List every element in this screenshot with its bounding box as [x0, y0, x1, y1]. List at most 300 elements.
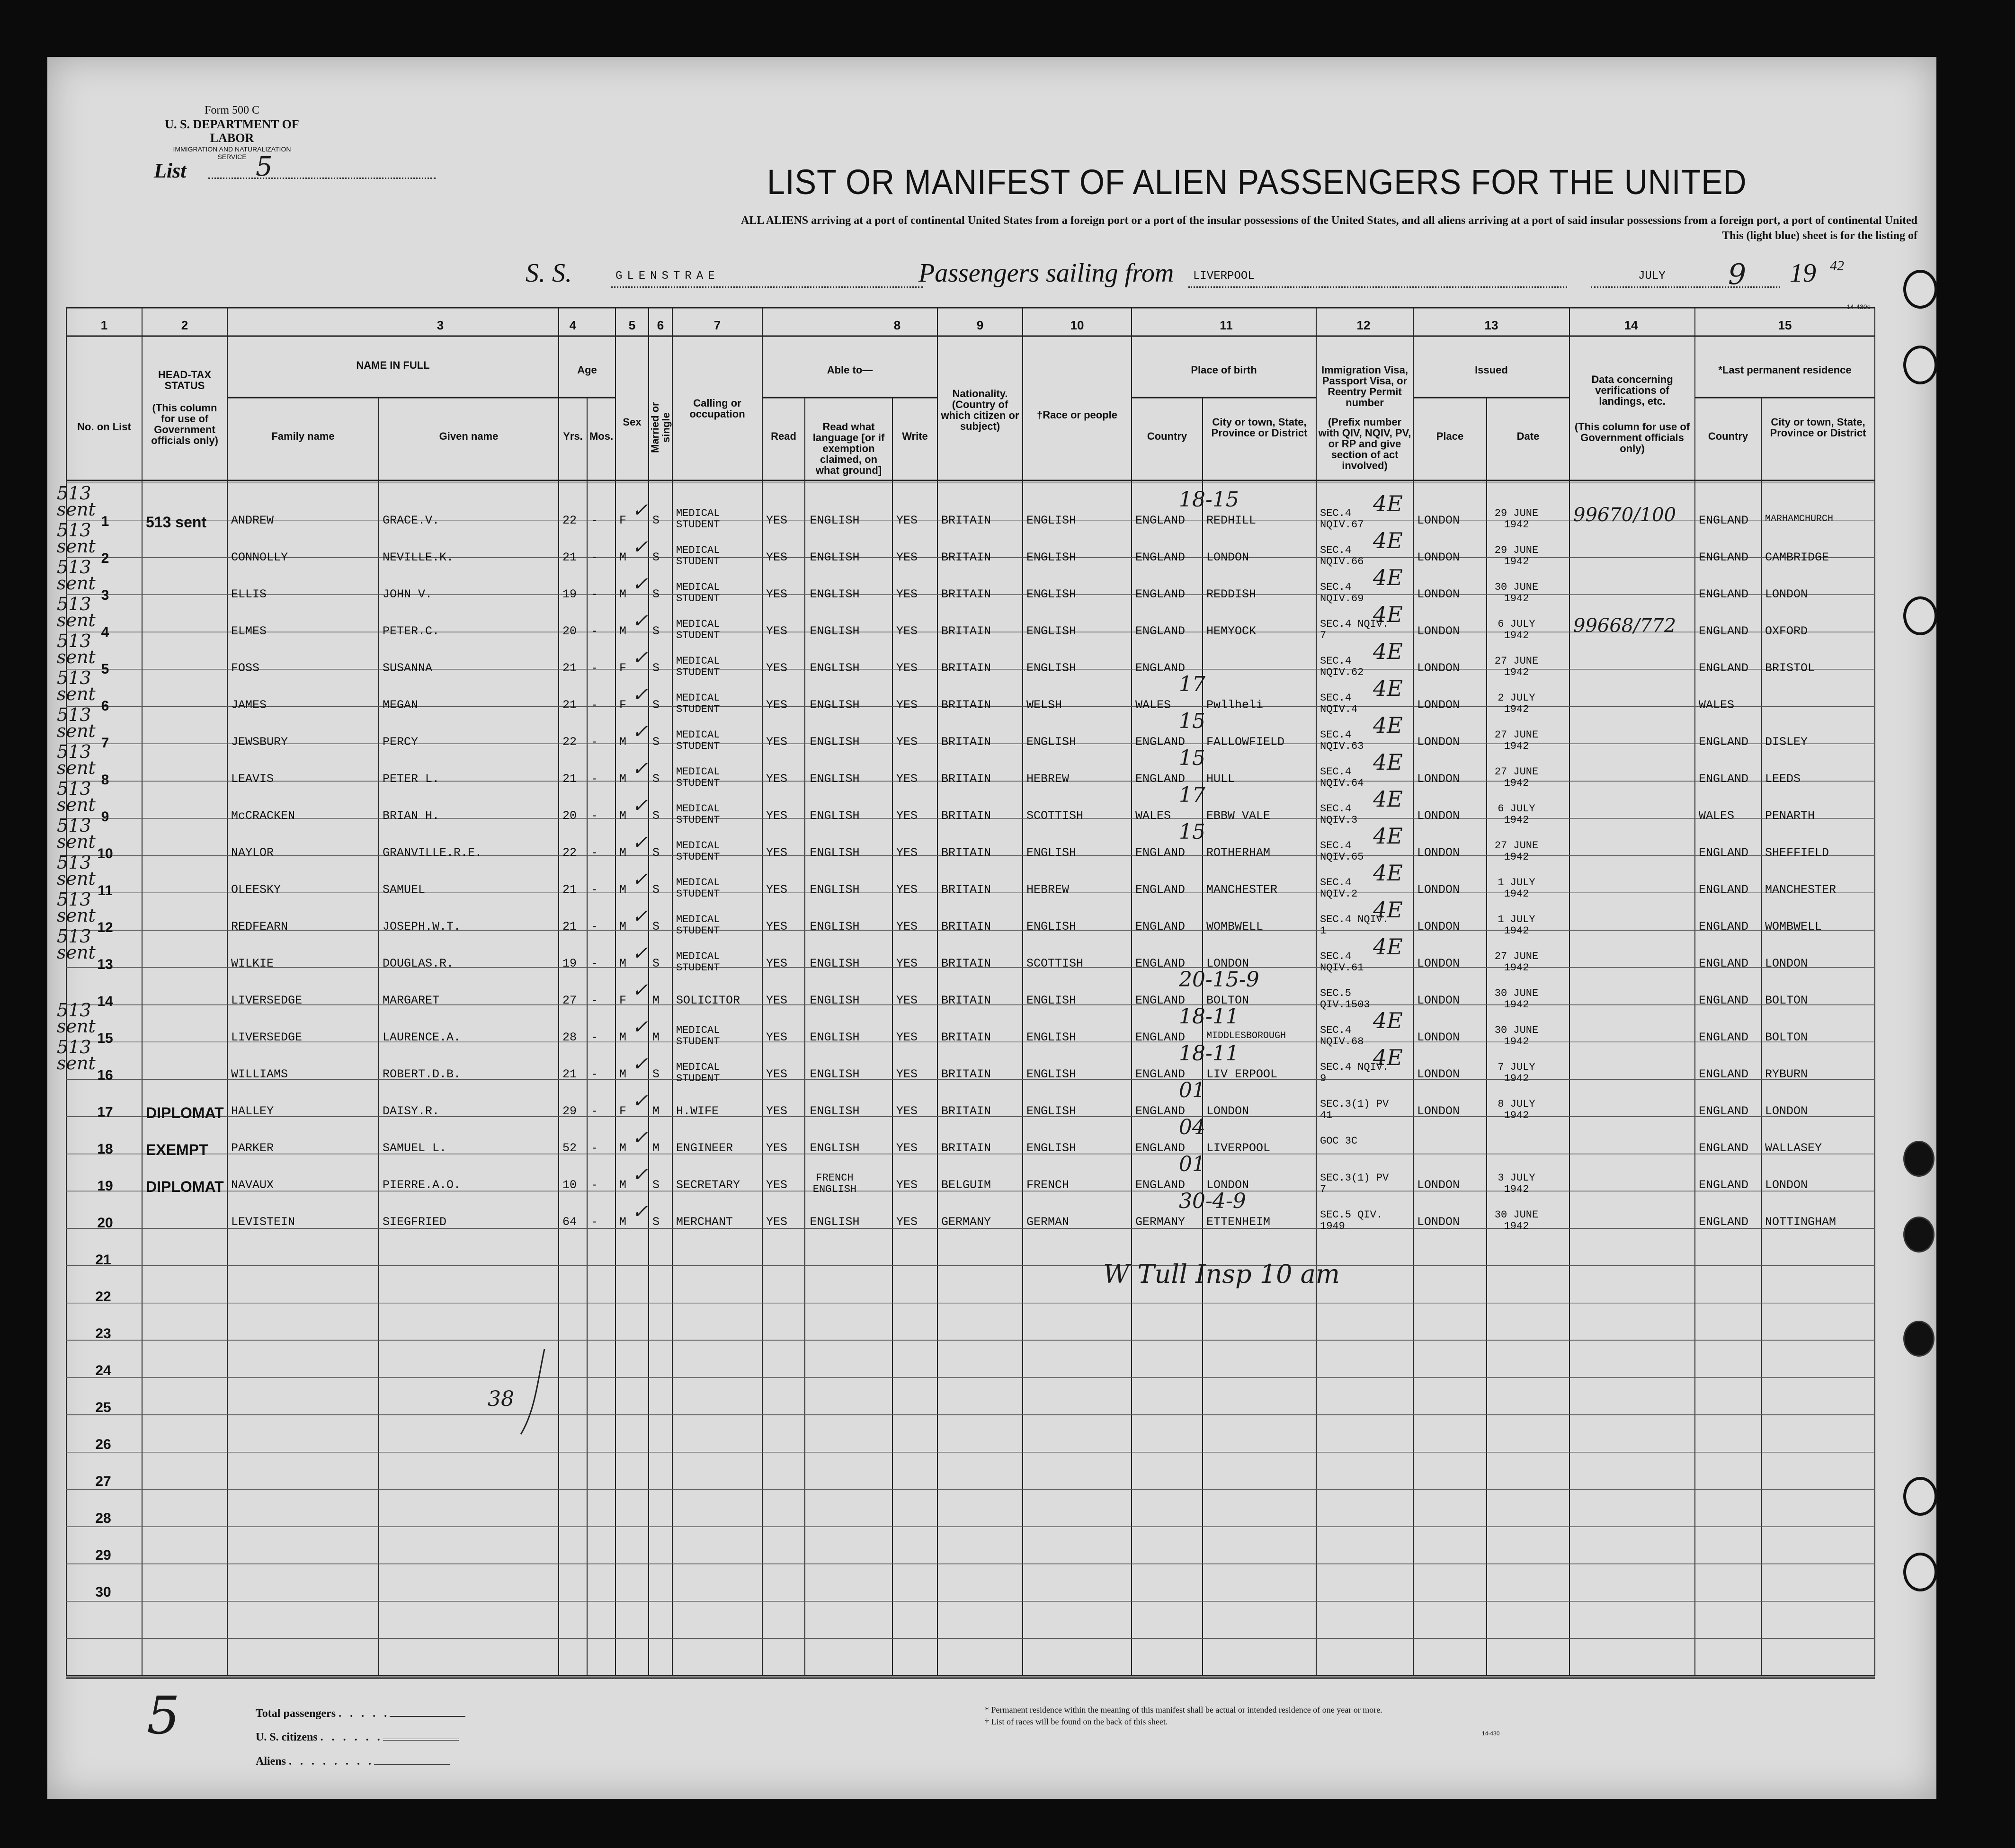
- cell-date: 27 JUNE 1942: [1494, 840, 1539, 863]
- cell-occ: MEDICAL STUDENT: [676, 729, 720, 753]
- header-race: †Race or people: [1037, 409, 1117, 421]
- cell-race: WELSH: [1026, 698, 1062, 712]
- year-prefix: 19: [1790, 258, 1816, 288]
- cell-bc: ENGLAND: [1135, 1104, 1186, 1118]
- cell-write: YES: [896, 1215, 918, 1229]
- cell-yrs: 20: [562, 624, 577, 638]
- margin-mark-word: sent: [57, 647, 96, 668]
- cell-nat: BRITAIN: [941, 809, 991, 823]
- cell-yrs: 21: [562, 920, 577, 933]
- cell-yrs: 22: [562, 846, 577, 860]
- cell-bcity: BOLTON: [1206, 994, 1249, 1007]
- cell-write: YES: [896, 735, 918, 749]
- cell-bc: ENGLAND: [1135, 514, 1186, 527]
- cell-rc: ENGLAND: [1699, 1178, 1749, 1192]
- cell-yrs: 52: [562, 1141, 577, 1155]
- inspector-note: W Tull Insp 10 am: [1103, 1259, 1340, 1289]
- cell-place: LONDON: [1417, 883, 1460, 897]
- visa-handwritten-mark: 4E: [1373, 749, 1403, 775]
- visa-handwritten-mark: 4E: [1373, 639, 1403, 664]
- header-place-of-birth: Place of birth: [1191, 364, 1257, 376]
- cell-mos: -: [591, 551, 598, 564]
- cell-given: GRACE.V.: [383, 514, 440, 527]
- header-family-name: Family name: [271, 430, 335, 442]
- cell-mos: -: [591, 809, 598, 823]
- cell-race: ENGLISH: [1026, 1031, 1077, 1044]
- cell-place: LONDON: [1417, 624, 1460, 638]
- footnote-1: * Permanent residence within the meaning of this manifest shall be actual or intended residence of one year or more.: [985, 1705, 1382, 1715]
- cell-place: LONDON: [1417, 1215, 1460, 1229]
- cell-given: SUSANNA: [383, 661, 433, 675]
- cell-rcity: BOLTON: [1765, 1031, 1808, 1044]
- cell-bcity: WOMBWELL: [1206, 920, 1264, 933]
- column-number: 2: [181, 318, 188, 332]
- cell-rcity: BRISTOL: [1765, 661, 1815, 675]
- margin-mark-number: 513: [57, 1000, 91, 1021]
- cell-given: PIERRE.A.O.: [383, 1178, 461, 1192]
- check-mark-icon: ✓: [632, 942, 648, 964]
- cell-rcity: WALLASEY: [1765, 1141, 1822, 1155]
- cell-lang: ENGLISH: [810, 698, 860, 712]
- cell-date: 1 JULY 1942: [1498, 877, 1535, 900]
- cell-read: YES: [766, 1178, 788, 1192]
- margin-sent-mark: [57, 557, 96, 594]
- cell-fam: McCRACKEN: [231, 809, 295, 823]
- cell-occ: MEDICAL STUDENT: [676, 766, 720, 790]
- handwritten-code: 18-11: [1179, 1041, 1239, 1066]
- cell-ms: S: [652, 735, 660, 749]
- cell-date: 1 JULY 1942: [1498, 914, 1535, 937]
- margin-sent-mark: [57, 891, 96, 924]
- cell-place: LONDON: [1417, 551, 1460, 564]
- cell-race: HEBREW: [1026, 772, 1070, 786]
- cell-yrs: 19: [562, 587, 577, 601]
- margin-mark-number: 513: [57, 631, 91, 651]
- cell-read: YES: [766, 1031, 788, 1044]
- cell-rcity: LONDON: [1765, 1104, 1808, 1118]
- cell-bc: WALES: [1135, 809, 1171, 823]
- cell-date: 27 JUNE 1942: [1494, 729, 1539, 753]
- cell-read: YES: [766, 1104, 788, 1118]
- empty-row-number: 23: [95, 1326, 111, 1342]
- header-res-country: Country: [1708, 430, 1748, 442]
- cell-yrs: 19: [562, 957, 577, 970]
- check-mark-icon: ✓: [632, 869, 648, 890]
- cell-read: YES: [766, 809, 788, 823]
- cell-rcity: DISLEY: [1765, 735, 1808, 749]
- cell-rcity: LONDON: [1765, 587, 1808, 601]
- cell-bc: ENGLAND: [1135, 957, 1186, 970]
- cell-given: GRANVILLE.R.E.: [383, 846, 482, 860]
- cell-place: LONDON: [1417, 920, 1460, 933]
- header-age: Age: [577, 364, 597, 376]
- check-mark-icon: ✓: [632, 1164, 648, 1186]
- us-citizens-label: U. S. citizens . . . . . .: [256, 1725, 465, 1749]
- margin-mark-word: sent: [57, 536, 96, 557]
- service-name: IMMIGRATION AND NATURALIZATION SERVICE: [173, 145, 291, 161]
- list-label: List: [154, 159, 187, 182]
- cell-given: MARGARET: [383, 994, 440, 1007]
- header-yrs: Yrs.: [563, 430, 583, 442]
- margin-mark-number: 513: [57, 741, 91, 762]
- cell-nat: GERMANY: [941, 1215, 991, 1229]
- cell-yrs: 64: [562, 1215, 577, 1229]
- day: 9: [1728, 258, 1747, 291]
- cell-bcity: Pwllheli: [1206, 698, 1264, 712]
- cell-fam: JAMES: [231, 698, 267, 712]
- cell-sex: F: [619, 994, 627, 1007]
- cell-write: YES: [896, 661, 918, 675]
- cell-lang: ENGLISH: [810, 661, 860, 675]
- header-issued-place: Place: [1436, 430, 1464, 442]
- check-mark-icon: ✓: [632, 721, 648, 743]
- stamp-number: 38: [488, 1387, 514, 1411]
- ship-name: GLENSTRAE: [615, 270, 720, 283]
- cell-n: 16: [97, 1067, 113, 1083]
- visa-handwritten-mark: 4E: [1373, 786, 1403, 812]
- binder-hole: [1903, 1141, 1935, 1177]
- cell-rc: ENGLAND: [1699, 1067, 1749, 1081]
- header-calling: Calling or occupation: [689, 397, 745, 420]
- header-read-what: Read what language [or if exemption claimed, on what ground]: [812, 421, 885, 477]
- check-mark-icon: ✓: [632, 1053, 648, 1075]
- cell-fam: ELLIS: [231, 587, 267, 601]
- check-mark-icon: ✓: [632, 758, 648, 780]
- cell-nat: BRITAIN: [941, 1141, 991, 1155]
- cell-ms: S: [652, 698, 660, 712]
- cell-rc: ENGLAND: [1699, 587, 1749, 601]
- cell-rcity: SHEFFIELD: [1765, 846, 1829, 860]
- cell-sex: F: [619, 698, 627, 712]
- cell-place: LONDON: [1417, 809, 1460, 823]
- sailing-label: Passengers sailing from: [918, 258, 1174, 288]
- cell-ms: S: [652, 624, 660, 638]
- cell-date: 6 JULY 1942: [1498, 618, 1535, 642]
- cell-write: YES: [896, 1031, 918, 1044]
- cell-write: YES: [896, 883, 918, 897]
- margin-sent-mark: [57, 815, 96, 853]
- cell-rc: ENGLAND: [1699, 772, 1749, 786]
- total-passengers-label: Total passengers . . . . .: [256, 1702, 465, 1725]
- manifest-sheet: [47, 57, 1936, 1799]
- cell-visa: SEC.4 NQIV.68: [1320, 1024, 1364, 1048]
- cell-yrs: 22: [562, 514, 577, 527]
- cell-fam: PARKER: [231, 1141, 274, 1155]
- cell-lang: ENGLISH: [810, 883, 860, 897]
- cell-sex: M: [619, 735, 627, 749]
- cell-lang: ENGLISH: [810, 957, 860, 970]
- handwritten-code: 18-11: [1179, 1004, 1239, 1029]
- cell-sex: M: [619, 846, 627, 860]
- cell-occ: MEDICAL STUDENT: [676, 1061, 720, 1085]
- cell-occ: MEDICAL STUDENT: [676, 618, 720, 642]
- cell-mos: -: [591, 920, 598, 933]
- cell-given: SIEGFRIED: [383, 1215, 447, 1229]
- cell-given: PERCY: [383, 735, 419, 749]
- cell-rcity: LONDON: [1765, 957, 1808, 970]
- cell-rc: ENGLAND: [1699, 920, 1749, 933]
- cell-date: 3 JULY 1942: [1498, 1172, 1535, 1196]
- cell-place: LONDON: [1417, 698, 1460, 712]
- binder-hole: [1903, 346, 1937, 384]
- header-nationality: Nationality. (Country of which citizen or subject): [941, 388, 1019, 433]
- cell-read: YES: [766, 994, 788, 1007]
- cell-lang: ENGLISH: [810, 994, 860, 1007]
- cell-bcity: ETTENHEIM: [1206, 1215, 1271, 1229]
- cell-bcity: LONDON: [1206, 1104, 1249, 1118]
- cell-visa: SEC.4 NQIV.69: [1320, 581, 1364, 605]
- cell-fam: ELMES: [231, 624, 267, 638]
- header-issued-date: Date: [1516, 430, 1540, 442]
- margin-mark-word: sent: [57, 1016, 96, 1037]
- cell-date: 27 JUNE 1942: [1494, 951, 1539, 974]
- cell-fam: JEWSBURY: [231, 735, 288, 749]
- column-number: 3: [437, 318, 444, 332]
- cell-bcity: REDDISH: [1206, 587, 1257, 601]
- cell-given: PETER L.: [383, 772, 440, 786]
- cell-write: YES: [896, 920, 918, 933]
- cell-occ: MEDICAL STUDENT: [676, 877, 720, 900]
- margin-mark-word: sent: [57, 794, 96, 816]
- cell-fam: LIVERSEDGE: [231, 994, 303, 1007]
- cell-mos: -: [591, 883, 598, 897]
- cell-date: 27 JUNE 1942: [1494, 655, 1539, 679]
- corner-code: 14-430c: [1846, 303, 1871, 311]
- cell-visa: SEC.4 NQIV.61: [1320, 951, 1364, 974]
- empty-row-number: 26: [95, 1437, 111, 1452]
- cell-sex: M: [619, 1141, 627, 1155]
- cell-verif: 99668/772: [1573, 615, 1676, 637]
- cell-rc: ENGLAND: [1699, 1104, 1749, 1118]
- cell-rcity: MARHAMCHURCH: [1765, 514, 1834, 524]
- cell-fam: NAVAUX: [231, 1178, 274, 1192]
- check-mark-icon: ✓: [632, 499, 648, 521]
- cell-nat: BRITAIN: [941, 920, 991, 933]
- cell-date: 2 JULY 1942: [1498, 692, 1535, 716]
- cell-read: YES: [766, 698, 788, 712]
- department-name: U. S. DEPARTMENT OF LABOR: [165, 117, 299, 145]
- cell-rc: ENGLAND: [1699, 883, 1749, 897]
- cell-bc: ENGLAND: [1135, 1067, 1186, 1081]
- cell-bc: ENGLAND: [1135, 883, 1186, 897]
- column-number: 5: [628, 318, 636, 332]
- cell-fam: NAYLOR: [231, 846, 274, 860]
- visa-handwritten-mark: 4E: [1373, 1008, 1403, 1033]
- cell-rcity: RYBURN: [1765, 1067, 1808, 1081]
- cell-rc: ENGLAND: [1699, 551, 1749, 564]
- cell-bc: WALES: [1135, 698, 1171, 712]
- cell-write: YES: [896, 551, 918, 564]
- header-visa: Immigration Visa, Passport Visa, or Reentry Permit number: [1321, 364, 1408, 409]
- cell-occ: MEDICAL STUDENT: [676, 507, 720, 531]
- header-mos: Mos.: [589, 430, 614, 442]
- cell-write: YES: [896, 846, 918, 860]
- margin-mark-word: sent: [57, 610, 96, 631]
- column-number: 10: [1070, 318, 1084, 332]
- cell-fam: REDFEARN: [231, 920, 288, 933]
- cell-read: YES: [766, 920, 788, 933]
- cell-ms: M: [652, 994, 660, 1007]
- cell-bc: ENGLAND: [1135, 587, 1186, 601]
- cell-given: BRIAN H.: [383, 809, 440, 823]
- cell-yrs: 21: [562, 772, 577, 786]
- cell-yrs: 21: [562, 698, 577, 712]
- visa-handwritten-mark: 4E: [1373, 491, 1403, 516]
- cell-occ: H.WIFE: [676, 1104, 719, 1118]
- cell-bc: ENGLAND: [1135, 661, 1186, 675]
- binder-hole: [1903, 596, 1937, 635]
- cell-yrs: 21: [562, 883, 577, 897]
- cell-ms: S: [652, 551, 660, 564]
- cell-place: LONDON: [1417, 772, 1460, 786]
- column-number: 7: [713, 318, 721, 332]
- cell-mos: -: [591, 735, 598, 749]
- cell-ms: S: [652, 920, 660, 933]
- cell-n: 8: [101, 772, 109, 788]
- cell-place: LONDON: [1417, 957, 1460, 970]
- header-pob-country: Country: [1147, 430, 1187, 442]
- cell-given: JOSEPH.W.T.: [383, 920, 461, 933]
- cell-lang: ENGLISH: [810, 1141, 860, 1155]
- check-mark-icon: ✓: [632, 684, 648, 706]
- handwritten-code: 17: [1179, 672, 1205, 696]
- cell-bc: ENGLAND: [1135, 624, 1186, 638]
- empty-row-number: 30: [95, 1584, 111, 1600]
- cell-tax: DIPLOMAT: [146, 1178, 224, 1195]
- handwritten-code: 18-15: [1179, 488, 1239, 512]
- cell-write: YES: [896, 957, 918, 970]
- cell-race: ENGLISH: [1026, 994, 1077, 1007]
- handwritten-code: 15: [1179, 709, 1205, 733]
- cell-date: 29 JUNE 1942: [1494, 544, 1539, 568]
- cell-rc: ENGLAND: [1699, 846, 1749, 860]
- cell-given: DOUGLAS.R.: [383, 957, 454, 970]
- cell-read: YES: [766, 883, 788, 897]
- cell-n: 2: [101, 551, 109, 566]
- cell-rc: WALES: [1699, 809, 1735, 823]
- margin-mark-number: 513: [57, 557, 91, 578]
- cell-race: SCOTTISH: [1026, 809, 1084, 823]
- cell-date: 30 JUNE 1942: [1494, 987, 1539, 1011]
- column-number: 9: [976, 318, 984, 332]
- check-mark-icon: ✓: [632, 906, 648, 927]
- header-name-in-full: NAME IN FULL: [356, 359, 430, 371]
- cell-rc: ENGLAND: [1699, 957, 1749, 970]
- totals-block: [256, 1702, 465, 1773]
- cell-ms: M: [652, 1141, 660, 1155]
- header-issued: Issued: [1475, 364, 1508, 376]
- binder-hole: [1903, 1477, 1937, 1516]
- visa-handwritten-mark: 4E: [1373, 528, 1403, 553]
- list-number: 5: [256, 151, 273, 182]
- empty-row-number: 24: [95, 1363, 111, 1378]
- cell-visa: SEC.4 NQIV.65: [1320, 840, 1364, 863]
- header-able-to: Able to—: [827, 364, 873, 376]
- cell-race: ENGLISH: [1026, 1141, 1077, 1155]
- cell-ms: S: [652, 809, 660, 823]
- cell-rc: WALES: [1699, 698, 1735, 712]
- cell-visa: SEC.4 NQIV. 1: [1320, 914, 1389, 937]
- check-mark-icon: ✓: [632, 1016, 648, 1038]
- cell-nat: BRITAIN: [941, 624, 991, 638]
- cell-write: YES: [896, 698, 918, 712]
- cell-occ: MEDICAL STUDENT: [676, 692, 720, 716]
- cell-fam: LEVISTEIN: [231, 1215, 295, 1229]
- footnote-2: † List of races will be found on the back of this sheet.: [985, 1717, 1168, 1727]
- cell-write: YES: [896, 1104, 918, 1118]
- check-mark-icon: ✓: [632, 647, 648, 669]
- cell-place: LONDON: [1417, 661, 1460, 675]
- form-number: Form 500 C: [204, 104, 259, 116]
- margin-sent-mark: [57, 778, 96, 816]
- margin-sent-mark: [57, 1037, 96, 1074]
- cell-lang: ENGLISH: [810, 587, 860, 601]
- cell-race: ENGLISH: [1026, 661, 1077, 675]
- header-no-on-list: No. on List: [77, 421, 131, 433]
- visa-handwritten-mark: 4E: [1373, 897, 1403, 923]
- cell-occ: MERCHANT: [676, 1215, 733, 1229]
- cell-race: HEBREW: [1026, 883, 1070, 897]
- cell-sex: F: [619, 514, 627, 527]
- cell-yrs: 29: [562, 1104, 577, 1118]
- cell-nat: BRITAIN: [941, 551, 991, 564]
- cell-bc: ENGLAND: [1135, 1178, 1186, 1192]
- cell-bcity: LONDON: [1206, 1178, 1249, 1192]
- cell-rcity: MANCHESTER: [1765, 883, 1837, 897]
- cell-race: ENGLISH: [1026, 624, 1077, 638]
- cell-rc: ENGLAND: [1699, 735, 1749, 749]
- cell-date: 30 JUNE 1942: [1494, 1209, 1539, 1233]
- column-number: 13: [1484, 318, 1498, 332]
- cell-n: 7: [101, 735, 109, 751]
- cell-ms: S: [652, 587, 660, 601]
- cell-bcity: FALLOWFIELD: [1206, 735, 1285, 749]
- cell-race: GERMAN: [1026, 1215, 1070, 1229]
- cell-lang: ENGLISH: [810, 920, 860, 933]
- binder-hole: [1903, 270, 1937, 309]
- handwritten-code: 01: [1179, 1078, 1205, 1102]
- cell-place: LONDON: [1417, 1104, 1460, 1118]
- cell-bcity: HEMYOCK: [1206, 624, 1257, 638]
- cell-read: YES: [766, 1067, 788, 1081]
- cell-mos: -: [591, 661, 598, 675]
- cell-occ: SECRETARY: [676, 1178, 740, 1192]
- cell-ms: M: [652, 1031, 660, 1044]
- cell-lang: ENGLISH: [810, 772, 860, 786]
- margin-mark-number: 513: [57, 483, 91, 504]
- cell-n: 19: [97, 1178, 113, 1194]
- column-number: 8: [893, 318, 901, 332]
- cell-date: 30 JUNE 1942: [1494, 581, 1539, 605]
- cell-sex: M: [619, 920, 627, 933]
- empty-row-number: 28: [95, 1510, 111, 1526]
- cell-lang: ENGLISH: [810, 551, 860, 564]
- cell-mos: -: [591, 514, 598, 527]
- cell-race: ENGLISH: [1026, 514, 1077, 527]
- margin-mark-number: 513: [57, 704, 91, 725]
- handwritten-code: 01: [1179, 1152, 1205, 1176]
- cell-yrs: 21: [562, 1067, 577, 1081]
- margin-mark-number: 513: [57, 667, 91, 688]
- cell-bc: ENGLAND: [1135, 772, 1186, 786]
- cell-sex: M: [619, 772, 627, 786]
- cell-read: YES: [766, 1215, 788, 1229]
- check-mark-icon: ✓: [632, 832, 648, 853]
- header-head-tax: HEAD-TAX STATUS: [158, 369, 212, 392]
- column-number: 12: [1356, 318, 1371, 332]
- cell-nat: BRITAIN: [941, 1104, 991, 1118]
- column-number: 11: [1220, 318, 1233, 332]
